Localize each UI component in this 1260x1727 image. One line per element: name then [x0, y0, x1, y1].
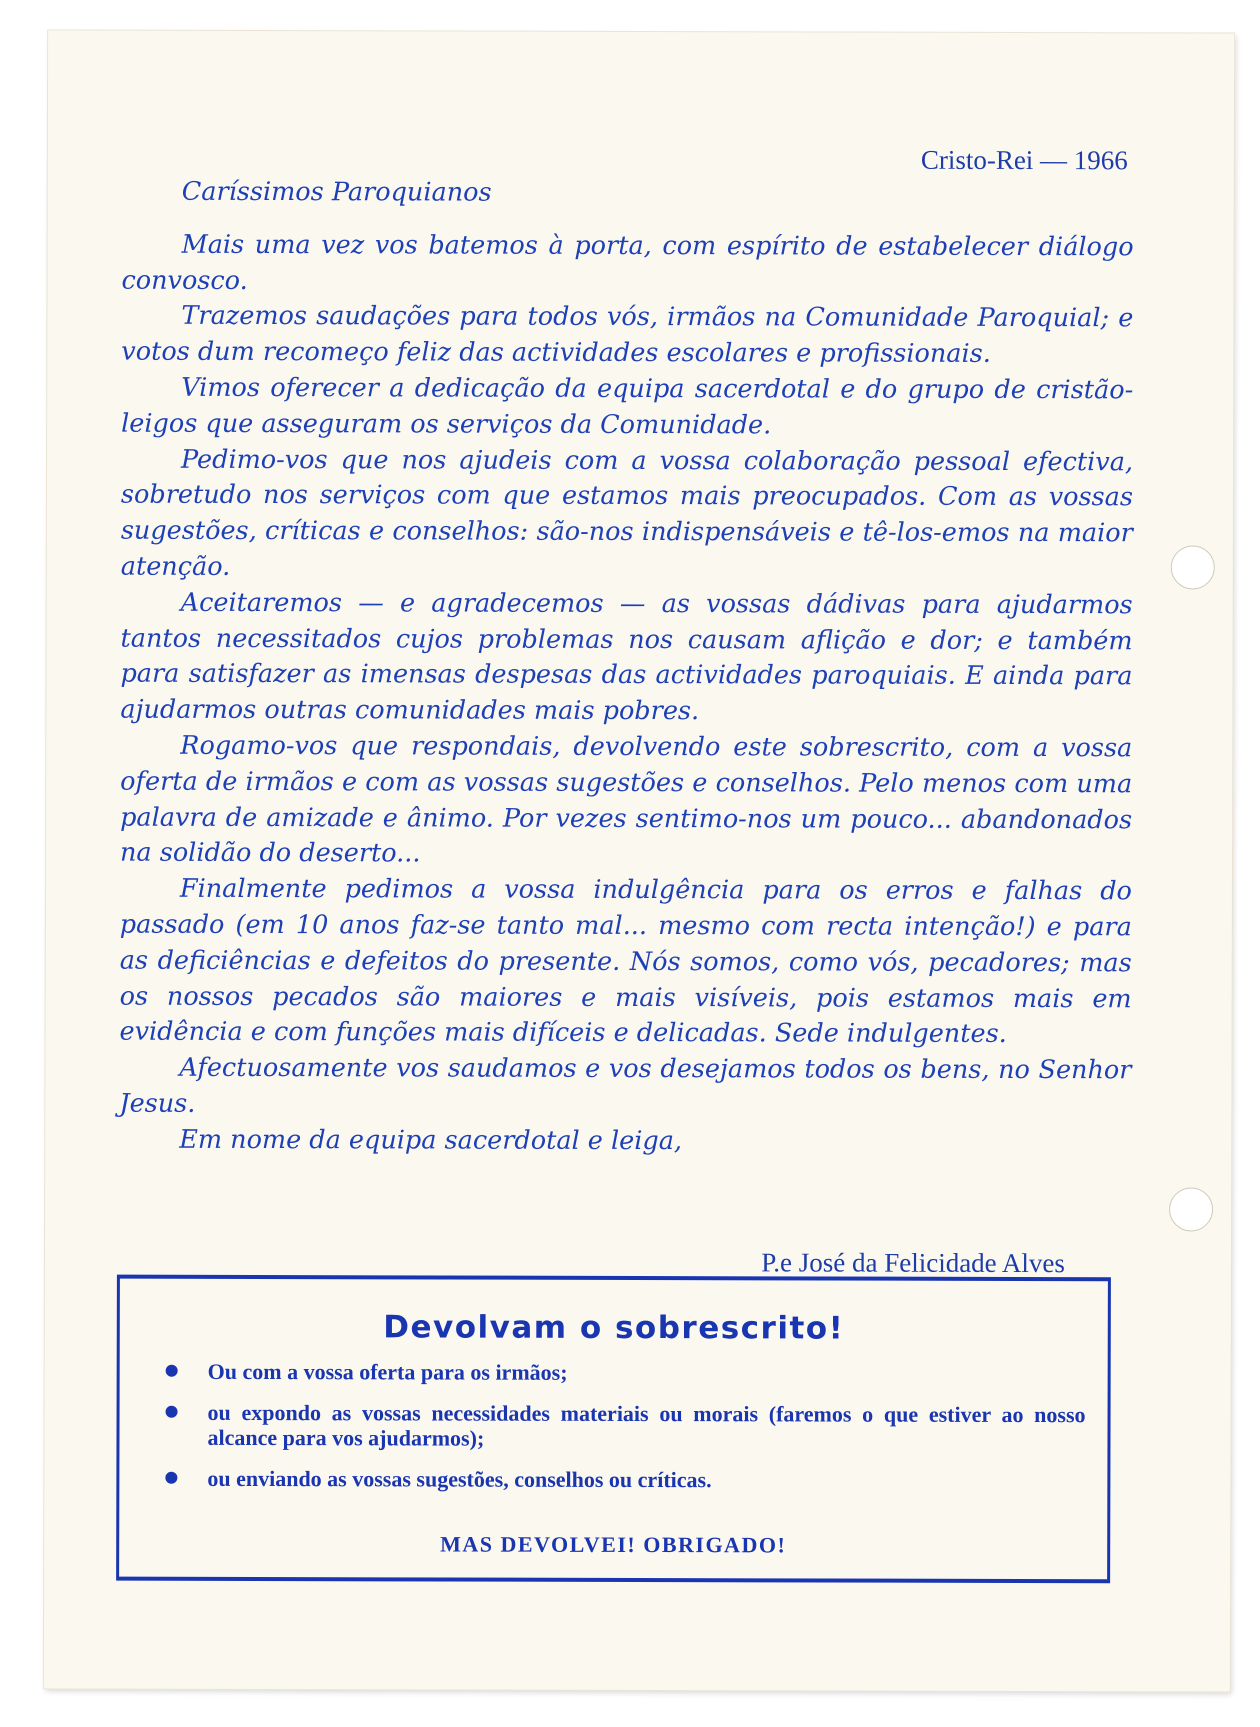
- list-item: [165, 1466, 1085, 1493]
- callout-footer: MAS DEVOLVEI! OBRIGADO!: [440, 1531, 787, 1558]
- punch-hole: [1171, 545, 1215, 589]
- signature: P.e José da Felicidade Alves: [761, 1247, 1065, 1279]
- letter-signoff: Em nome da equipa sacerdotal e leiga,: [179, 1124, 683, 1156]
- greeting: Caríssimos Paroquianos: [181, 176, 492, 208]
- date-line: Cristo-Rei — 1966: [920, 144, 1128, 176]
- list-item: [165, 1400, 1085, 1452]
- letter-paragraph: Pedimo-vos que nos ajudeis com a vossa colaboração pessoal efectiva, sobretudo nos serviços com que estamos mais preocupados. Com as vossas sugestões, críticas e conselhos: são-nos indispensáveis e tê-los-emos na maior atenção.: [120, 444, 1134, 582]
- letter-paragraph: Aceitaremos — e agradecemos — as vossas dádivas para ajudarmos tantos necessitados cujos problemas nos causam aflição e dor; e também para satisfazer as imensas despesas das actividades paroquiais. E ainda para ajudarmos outras comunidades mais pobres.: [120, 587, 1133, 727]
- bullet-icon: [166, 1365, 178, 1377]
- callout-list: [165, 1359, 1085, 1509]
- letter-paragraph: Rogamo-vos que respondais, devolvendo este sobrescrito, com a vossa oferta de irmãos e com as vossas sugestões e conselhos. Pelo menos com uma palavra de amizade e ânimo. Por vezes sentimo-nos um pouco... abandonados na solidão do deserto...: [119, 730, 1133, 869]
- letter-paragraph: Mais uma vez vos batemos à porta, com espírito de estabelecer diálogo convosco.: [121, 229, 1134, 296]
- callout-title: Devolvam o sobrescrito!: [383, 1309, 845, 1347]
- bullet-icon: [165, 1472, 177, 1484]
- return-envelope-box: [116, 1275, 1111, 1584]
- letter-body: [119, 175, 1134, 1161]
- letter-paragraph: Trazemos saudações para todos vós, irmãos na Comunidade Paroquial; e votos dum recomeço feliz das actividades escolares e profissionais.: [121, 301, 1134, 370]
- bullet-icon: [166, 1406, 178, 1418]
- letter-paragraph: Vimos oferecer a dedicação da equipa sacerdotal e do grupo de cristão-leigos que asseguram os serviços da Comunidade.: [121, 372, 1134, 441]
- list-item-text: Ou com a vossa oferta para os irmãos;: [207, 1358, 568, 1385]
- list-item: [166, 1359, 1086, 1386]
- list-item-text: ou enviando as vossas sugestões, conselhos ou críticas.: [207, 1465, 712, 1493]
- letter-paragraph: Finalmente pedimos a vossa indulgência para os erros e falhas do passado (em 10 anos faz-se tanto mal... mesmo com recta intenção!) e para as deficiências e defeitos do presente. Nós somos, como vós, pecadores; mas os nossos pecados são maiores e mais visíveis, pois estamos mais em evidência e com funções mais difíceis e delicadas. Sede indulgentes.: [119, 873, 1132, 1050]
- letter-sheet: [44, 30, 1234, 1691]
- letter-paragraph: Afectuosamente vos saudamos e vos desejamos todos os bens, no Senhor Jesus.: [119, 1052, 1132, 1119]
- punch-hole: [1169, 1187, 1213, 1231]
- list-item-text: ou expondo as vossas necessidades materiais ou morais (faremos o que estiver ao nosso alcance para vos ajudarmos);: [207, 1399, 1086, 1451]
